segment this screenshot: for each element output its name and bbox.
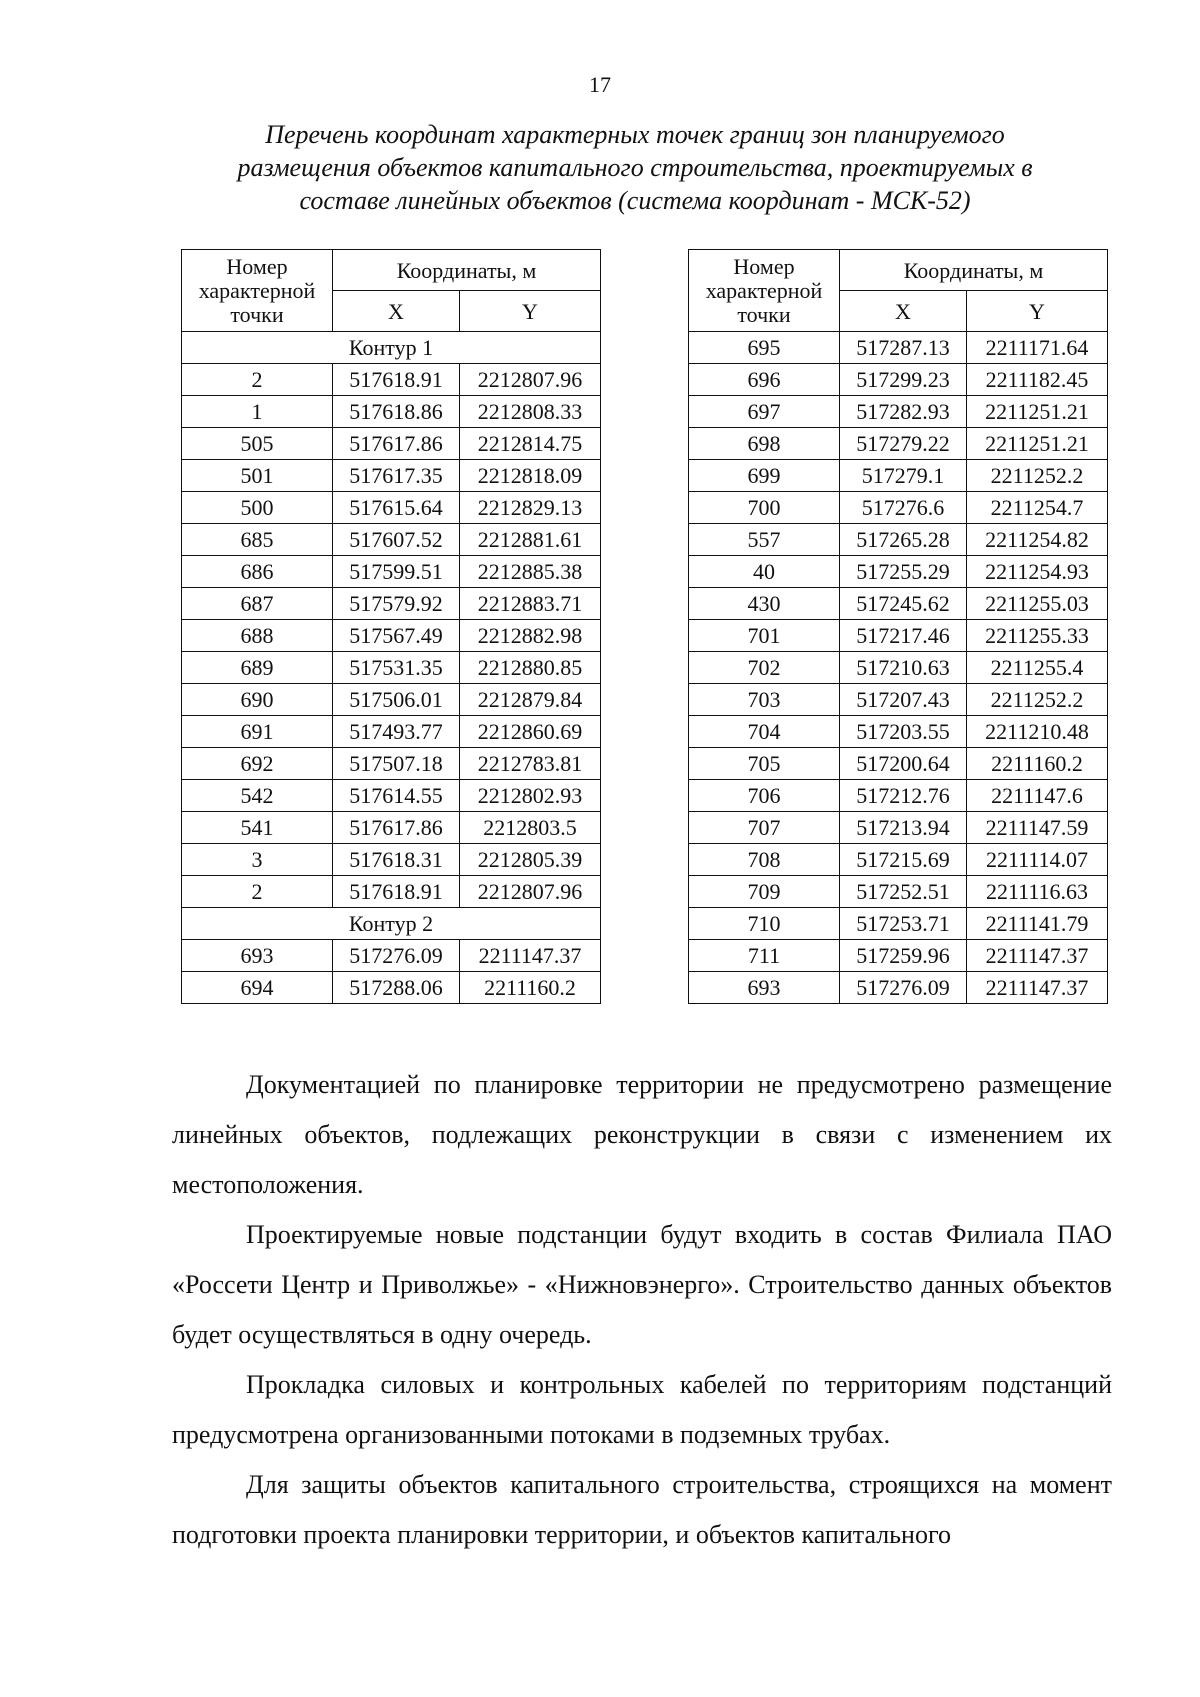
contour-label: Контур 2 [182,908,601,940]
table-row [182,716,601,748]
y-coordinate-cell: 2211254.93 [967,556,1108,588]
y-coordinate-cell: 2211147.37 [967,940,1108,972]
table-row [182,556,601,588]
point-number-cell: 709 [689,876,840,908]
point-number-cell: 699 [689,460,840,492]
x-coordinate-cell: 517617.86 [333,428,460,460]
y-coordinate-cell: 2212882.98 [460,620,601,652]
point-number-cell: 705 [689,748,840,780]
y-coordinate-cell: 2211252.2 [967,684,1108,716]
x-coordinate-cell: 517287.13 [840,332,967,364]
x-coordinate-cell: 517599.51 [333,556,460,588]
point-number-cell: 685 [182,524,333,556]
point-number-cell: 696 [689,364,840,396]
x-coordinate-cell: 517265.28 [840,524,967,556]
point-number-cell: 686 [182,556,333,588]
table-row [689,876,1108,908]
point-number-cell: 542 [182,780,333,812]
y-coordinate-cell: 2211254.82 [967,524,1108,556]
y-coordinate-cell: 2211171.64 [967,332,1108,364]
page-number: 17 [589,72,611,97]
y-coordinate-cell: 2212802.93 [460,780,601,812]
y-coordinate-cell: 2212803.5 [460,812,601,844]
table-row [689,396,1108,428]
x-coordinate-cell: 517203.55 [840,716,967,748]
point-number-cell: 691 [182,716,333,748]
table-row [182,652,601,684]
header-point-number: Номер характерной точки [689,250,840,332]
x-coordinate-cell: 517506.01 [333,684,460,716]
y-coordinate-cell: 2212805.39 [460,844,601,876]
x-coordinate-cell: 517279.1 [840,460,967,492]
point-number-cell: 710 [689,908,840,940]
x-coordinate-cell: 517618.91 [333,876,460,908]
y-coordinate-cell: 2212879.84 [460,684,601,716]
x-coordinate-cell: 517607.52 [333,524,460,556]
y-coordinate-cell: 2211160.2 [460,972,601,1004]
y-coordinate-cell: 2211251.21 [967,428,1108,460]
table-row [689,972,1108,1004]
document-title [190,118,1080,217]
y-coordinate-cell: 2212885.38 [460,556,601,588]
table-row [689,620,1108,652]
x-coordinate-cell: 517215.69 [840,844,967,876]
title-line: размещения объектов капитального строительства, проектируемых в [237,153,1033,182]
point-number-cell: 690 [182,684,333,716]
point-number-cell: 557 [689,524,840,556]
coordinates-table-right [688,249,1108,1004]
contour-row [182,332,601,364]
x-coordinate-cell: 517282.93 [840,396,967,428]
y-coordinate-cell: 2211252.2 [967,460,1108,492]
x-coordinate-cell: 517276.09 [840,972,967,1004]
header-coordinates: Координаты, м [333,250,601,291]
x-coordinate-cell: 517493.77 [333,716,460,748]
title-line: Перечень координат характерных точек границ зон планируемого [265,120,1005,149]
x-coordinate-cell: 517279.22 [840,428,967,460]
x-coordinate-cell: 517617.35 [333,460,460,492]
table-row [689,716,1108,748]
point-number-cell: 711 [689,940,840,972]
point-number-cell: 704 [689,716,840,748]
point-number-cell: 703 [689,684,840,716]
x-coordinate-cell: 517207.43 [840,684,967,716]
y-coordinate-cell: 2211116.63 [967,876,1108,908]
point-number-cell: 701 [689,620,840,652]
point-number-cell: 707 [689,812,840,844]
table-row [689,940,1108,972]
table-row [182,940,601,972]
table-row [689,556,1108,588]
coordinates-table-left [181,249,601,1004]
table-row [689,812,1108,844]
point-number-cell: 430 [689,588,840,620]
x-coordinate-cell: 517212.76 [840,780,967,812]
y-coordinate-cell: 2211147.59 [967,812,1108,844]
y-coordinate-cell: 2211255.03 [967,588,1108,620]
table-row [689,908,1108,940]
x-coordinate-cell: 517614.55 [333,780,460,812]
x-coordinate-cell: 517615.64 [333,492,460,524]
contour-label: Контур 1 [182,332,601,364]
point-number-cell: 2 [182,876,333,908]
x-coordinate-cell: 517567.49 [333,620,460,652]
point-number-cell: 40 [689,556,840,588]
header-x: X [333,291,460,332]
table-row [689,588,1108,620]
y-coordinate-cell: 2212783.81 [460,748,601,780]
table-row [182,780,601,812]
y-coordinate-cell: 2212883.71 [460,588,601,620]
table-row [182,524,601,556]
title-line: составе линейных объектов (система координат - МСК-52) [299,186,971,215]
point-number-cell: 694 [182,972,333,1004]
point-number-cell: 505 [182,428,333,460]
point-number-cell: 708 [689,844,840,876]
x-coordinate-cell: 517200.64 [840,748,967,780]
point-number-cell: 697 [689,396,840,428]
table-row [182,844,601,876]
table-row [182,492,601,524]
table-row [689,332,1108,364]
point-number-cell: 500 [182,492,333,524]
point-number-cell: 1 [182,396,333,428]
x-coordinate-cell: 517253.71 [840,908,967,940]
table-row [689,780,1108,812]
table-row [689,428,1108,460]
y-coordinate-cell: 2212881.61 [460,524,601,556]
table-row [689,844,1108,876]
y-coordinate-cell: 2212860.69 [460,716,601,748]
point-number-cell: 706 [689,780,840,812]
table-row [689,652,1108,684]
x-coordinate-cell: 517579.92 [333,588,460,620]
table-row [689,492,1108,524]
y-coordinate-cell: 2211114.07 [967,844,1108,876]
x-coordinate-cell: 517507.18 [333,748,460,780]
x-coordinate-cell: 517276.09 [333,940,460,972]
point-number-cell: 702 [689,652,840,684]
point-number-cell: 2 [182,364,333,396]
table-row [182,812,601,844]
y-coordinate-cell: 2212880.85 [460,652,601,684]
point-number-cell: 687 [182,588,333,620]
x-coordinate-cell: 517531.35 [333,652,460,684]
point-number-cell: 698 [689,428,840,460]
table-row [689,748,1108,780]
y-coordinate-cell: 2212807.96 [460,876,601,908]
table-row [182,876,601,908]
y-coordinate-cell: 2211255.4 [967,652,1108,684]
table-row [182,972,601,1004]
table-row [689,460,1108,492]
point-number-cell: 501 [182,460,333,492]
y-coordinate-cell: 2211147.37 [967,972,1108,1004]
x-coordinate-cell: 517618.91 [333,364,460,396]
x-coordinate-cell: 517245.62 [840,588,967,620]
header-point-number: Номер характерной точки [182,250,333,332]
header-x: X [840,291,967,332]
y-coordinate-cell: 2212818.09 [460,460,601,492]
point-number-cell: 693 [182,940,333,972]
header-y: Y [460,291,601,332]
table-row [182,684,601,716]
x-coordinate-cell: 517217.46 [840,620,967,652]
paragraph: Документацией по планировке территории не предусмотрено размещение линейных объектов, подлежащих реконструкции в связи с изменением их местоположения. [172,1070,1112,1199]
table-row [182,364,601,396]
point-number-cell: 689 [182,652,333,684]
paragraph: Для защиты объектов капитального строительства, строящихся на момент подготовки проекта планировки территории, и объектов капитального [172,1470,1112,1549]
point-number-cell: 3 [182,844,333,876]
x-coordinate-cell: 517288.06 [333,972,460,1004]
x-coordinate-cell: 517213.94 [840,812,967,844]
header-y: Y [967,291,1108,332]
y-coordinate-cell: 2211251.21 [967,396,1108,428]
x-coordinate-cell: 517617.86 [333,812,460,844]
table-row [689,364,1108,396]
paragraph: Проектируемые новые подстанции будут входить в состав Филиала ПАО «Россети Центр и Приволжье» - «Нижновэнерго». Строительство данных объектов будет осуществляться в одну очередь. [172,1220,1112,1349]
header-coordinates: Координаты, м [840,250,1108,291]
x-coordinate-cell: 517618.86 [333,396,460,428]
point-number-cell: 692 [182,748,333,780]
y-coordinate-cell: 2211254.7 [967,492,1108,524]
x-coordinate-cell: 517276.6 [840,492,967,524]
y-coordinate-cell: 2211141.79 [967,908,1108,940]
point-number-cell: 693 [689,972,840,1004]
point-number-cell: 541 [182,812,333,844]
x-coordinate-cell: 517618.31 [333,844,460,876]
point-number-cell: 700 [689,492,840,524]
body-text [172,1060,1112,1560]
table-row [182,396,601,428]
x-coordinate-cell: 517259.96 [840,940,967,972]
table-row [182,428,601,460]
y-coordinate-cell: 2212807.96 [460,364,601,396]
point-number-cell: 695 [689,332,840,364]
point-number-cell: 688 [182,620,333,652]
x-coordinate-cell: 517210.63 [840,652,967,684]
paragraph: Прокладка силовых и контрольных кабелей по территориям подстанций предусмотрена организованными потоками в подземных трубах. [172,1370,1112,1449]
table-row [182,460,601,492]
table-row [689,684,1108,716]
y-coordinate-cell: 2211182.45 [967,364,1108,396]
y-coordinate-cell: 2212808.33 [460,396,601,428]
table-row [182,748,601,780]
x-coordinate-cell: 517299.23 [840,364,967,396]
y-coordinate-cell: 2212829.13 [460,492,601,524]
y-coordinate-cell: 2212814.75 [460,428,601,460]
y-coordinate-cell: 2211147.6 [967,780,1108,812]
table-row [182,588,601,620]
y-coordinate-cell: 2211160.2 [967,748,1108,780]
x-coordinate-cell: 517255.29 [840,556,967,588]
contour-row [182,908,601,940]
y-coordinate-cell: 2211255.33 [967,620,1108,652]
x-coordinate-cell: 517252.51 [840,876,967,908]
y-coordinate-cell: 2211210.48 [967,716,1108,748]
y-coordinate-cell: 2211147.37 [460,940,601,972]
table-row [182,620,601,652]
table-row [689,524,1108,556]
